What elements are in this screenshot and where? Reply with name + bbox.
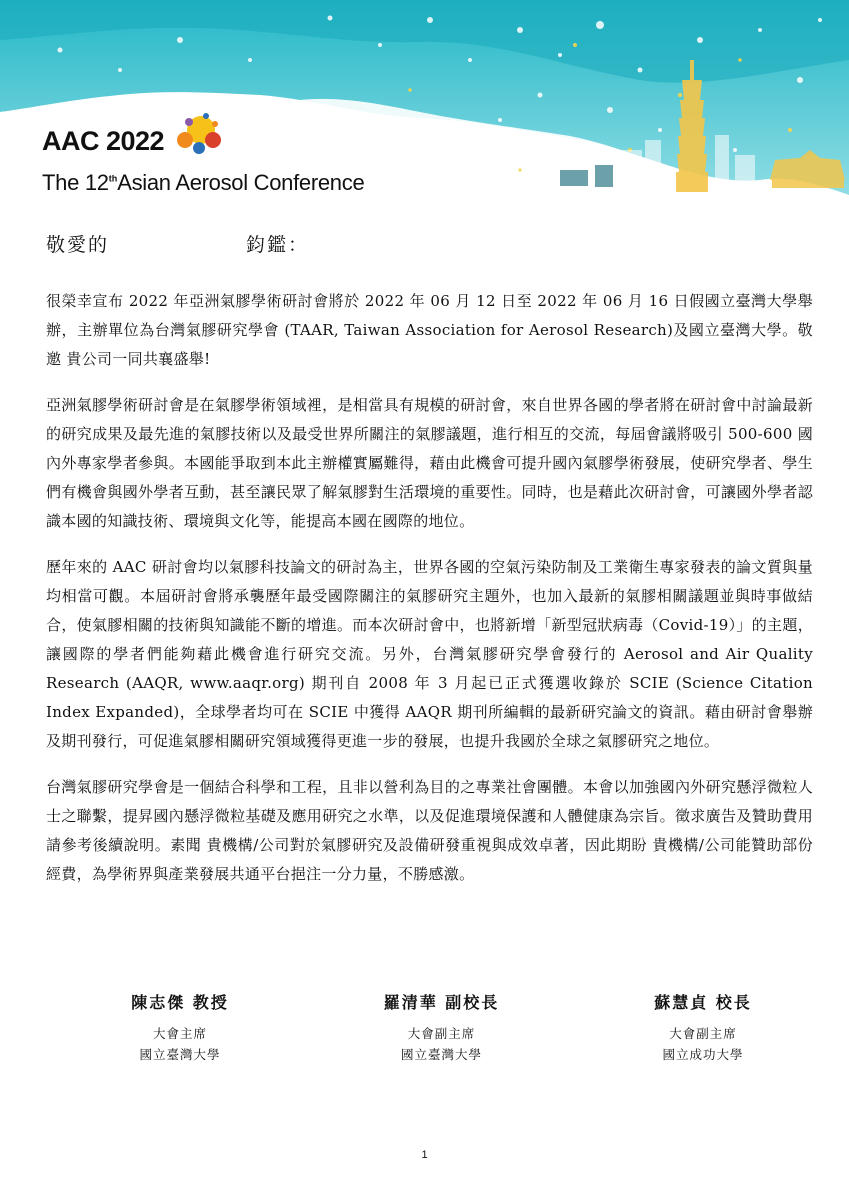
salutation-suffix: 鈞鑑：: [246, 234, 310, 256]
signature-block: [46, 990, 813, 1065]
signatory-org: 國立臺灣大學: [139, 1047, 221, 1062]
logo-dots-icon: [175, 110, 223, 156]
letter-body: [46, 287, 813, 906]
signature-vice-chair-1: [352, 990, 532, 1065]
signatory-org: 國立臺灣大學: [400, 1047, 482, 1062]
signatory-role: 大會主席: [152, 1026, 207, 1041]
signatory-name: 陳志傑 教授: [131, 993, 229, 1012]
salutation: [46, 230, 309, 257]
paragraph: 台灣氣膠研究學會是一個結合科學和工程，且非以營利為目的之專業社會團體。本會以加強國內外研究懸浮微粒人士之聯繫，提昇國內懸浮微粒基礎及應用研究之水準，以及促進環境保護和人體健康為宗旨。徵求廣告及贊助費用請參考後續說明。素聞 貴機構/公司對於氣膠研究及設備研發重視與成效卓著，因此期盼 貴機構/公司能贊助部份經費，為學術界與產業發展共通平台挹注一分力量，不勝感激。: [46, 778, 813, 883]
paragraph: 歷年來的 AAC 研討會均以氣膠科技論文的研討為主，世界各國的空氣污染防制及工業衛生專家發表的論文質與量均相當可觀。本屆研討會將承襲歷年最受國際關注的氣膠研究主題外，也加入最新的氣膠相關議題並與時事做結合，使氣膠相關的技術與知識能不斷的增進。而本次研討會中，也將新增「新型冠狀病毒（Covid-19）」的主題，讓國際的學者們能夠藉此機會進行研究交流。另外，台灣氣膠研究學會發行的 Aerosol and Air Quality Research (AAQR, www.aaqr.org) 期刊自 2008 年 3 月起已正式獲選收錄於 SCIE (Science Citation Index Expanded)，全球學者均可在 SCIE 中獲得 AAQR 期刊所編輯的最新研究論文的資訊。藉由研討會舉辦及期刊發行，可促進氣膠相關研究領域獲得更進一步的發展，也提升我國於全球之氣膠研究之地位。: [46, 558, 813, 750]
signature-vice-chair-2: [613, 990, 793, 1065]
conference-logo: [42, 118, 364, 196]
paragraph: 很榮幸宣布 2022 年亞洲氣膠學術研討會將於 2022 年 06 月 12 日至 2022 年 06 月 16 日假國立臺灣大學舉辦，主辦單位為台灣氣膠研究學會 (TAAR, Taiwan Association for Aerosol Research)及國立臺灣大學。敬邀 貴公司一同共襄盛舉!: [46, 292, 813, 368]
paragraph: 亞洲氣膠學術研討會是在氣膠學術領域裡，是相當具有規模的研討會，來自世界各國的學者將在研討會中討論最新的研究成果及最先進的氣膠技術以及最受世界所關注的氣膠議題，進行相互的交流，每屆會議將吸引 500-600 國內外專家學者參與。本國能爭取到本此主辦權實屬難得，藉由此機會可提升國內氣膠學術發展，使研究學者、學生們有機會與國外學者互動，甚至讓民眾了解氣膠對生活環境的重要性。同時，也是藉此次研討會，可讓國外學者認識本國的知識技術、環境與文化等，能提高本國在國際的地位。: [46, 396, 813, 530]
logo-subtitle: The 12thAsian Aerosol Conference: [42, 170, 365, 195]
signatory-role: 大會副主席: [669, 1026, 737, 1041]
salutation-prefix: 敬愛的: [46, 234, 110, 256]
signatory-role: 大會副主席: [407, 1026, 476, 1041]
signatory-name: 羅清華 副校長: [383, 993, 500, 1012]
signature-chair: [90, 990, 270, 1065]
signatory-org: 國立成功大學: [662, 1047, 744, 1062]
page-number: 1: [421, 1149, 428, 1161]
signatory-name: 蘇慧貞 校長: [654, 993, 752, 1012]
logo-title: AAC 2022: [42, 125, 165, 156]
